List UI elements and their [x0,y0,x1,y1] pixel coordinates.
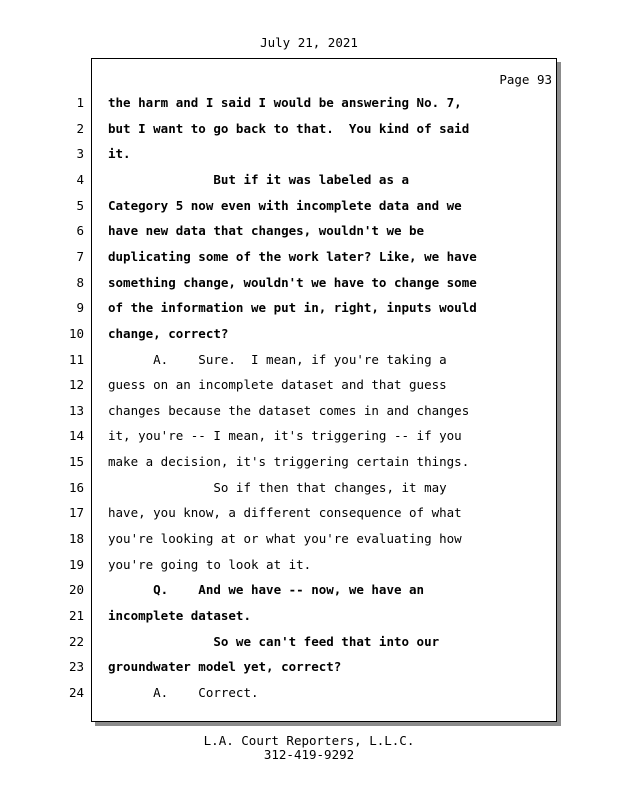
transcript-line [0,373,560,395]
line-number: 22 [68,633,84,649]
line-number: 21 [68,608,84,623]
line-text: have, you know, a different consequence of what [108,505,462,521]
line-text: So we can't feed that into our [108,633,440,649]
line-text: So if then that changes, it may [108,479,447,495]
transcript-line [0,271,560,293]
line-text: it. [108,146,131,162]
transcript-line [0,219,560,241]
footer-company: L.A. Court Reporters, L.L.C. [203,733,415,748]
transcript-line [0,168,560,190]
line-number: 12 [68,377,84,393]
line-number: 1 [76,95,84,110]
line-number: 7 [76,248,84,264]
line-text: Category 5 now even with incomplete data and we [108,197,462,213]
transcript-line [0,578,560,600]
line-text: groundwater model yet, correct? [108,659,342,675]
footer-phone: 312-419-9292 [263,747,355,762]
line-number: 16 [68,479,84,495]
transcript-line [0,553,560,575]
line-text: change, correct? [108,325,229,341]
transcript-line [0,194,560,216]
line-text: the harm and I said I would be answering No. 7, [108,95,462,110]
line-number: 4 [76,171,84,187]
transcript-line [0,322,560,344]
transcript-line [0,501,560,523]
line-number: 3 [76,146,84,162]
transcript-line [0,450,560,472]
transcript-line [0,296,560,318]
line-number: 24 [68,684,84,700]
line-text: incomplete dataset. [108,608,251,623]
footer [0,734,618,762]
line-text: something change, wouldn't we have to change some [108,274,477,290]
line-number: 20 [68,582,84,598]
transcript-line [0,604,560,626]
line-number: 23 [68,659,84,675]
transcript-line [0,476,560,498]
line-number: 15 [68,454,84,470]
line-number: 13 [68,402,84,418]
line-text: make a decision, it's triggering certain things. [108,454,470,470]
line-number: 6 [76,223,84,239]
line-text: have new data that changes, wouldn't we be [108,223,425,239]
transcript-line [0,117,560,139]
transcript-line [0,245,560,267]
line-number: 17 [68,505,84,521]
line-number: 19 [68,556,84,572]
transcript-line [0,630,560,652]
line-number: 5 [76,197,84,213]
line-text: you're looking at or what you're evaluating how [108,531,462,547]
line-text: But if it was labeled as a [108,171,410,187]
transcript-line [0,348,560,370]
transcript-line [0,142,560,164]
page-number: Page 93 [499,72,552,87]
line-number: 9 [76,300,84,316]
line-text: A. Correct. [108,684,259,700]
line-number: 8 [76,274,84,290]
transcript-line [0,655,560,677]
line-text: A. Sure. I mean, if you're taking a [108,351,447,367]
line-text: it, you're -- I mean, it's triggering -- if you [108,428,462,444]
line-number: 14 [68,428,84,444]
line-number: 2 [76,120,84,136]
transcript-line [0,399,560,421]
line-number: 11 [68,351,84,367]
line-text: you're going to look at it. [108,556,312,572]
line-text: of the information we put in, right, inputs would [108,300,477,316]
transcript-line [0,424,560,446]
transcript-line [0,681,560,703]
header-date: July 21, 2021 [260,35,358,50]
line-number: 10 [68,325,84,341]
line-text: duplicating some of the work later? Like, we have [108,248,477,264]
transcript-line [0,527,560,549]
transcript-line [0,91,560,113]
line-text: but I want to go back to that. You kind of said [108,120,470,136]
line-text: guess on an incomplete dataset and that guess [108,377,447,393]
line-number: 18 [68,531,84,547]
line-text: Q. And we have -- now, we have an [108,582,425,598]
line-text: changes because the dataset comes in and changes [108,402,470,418]
